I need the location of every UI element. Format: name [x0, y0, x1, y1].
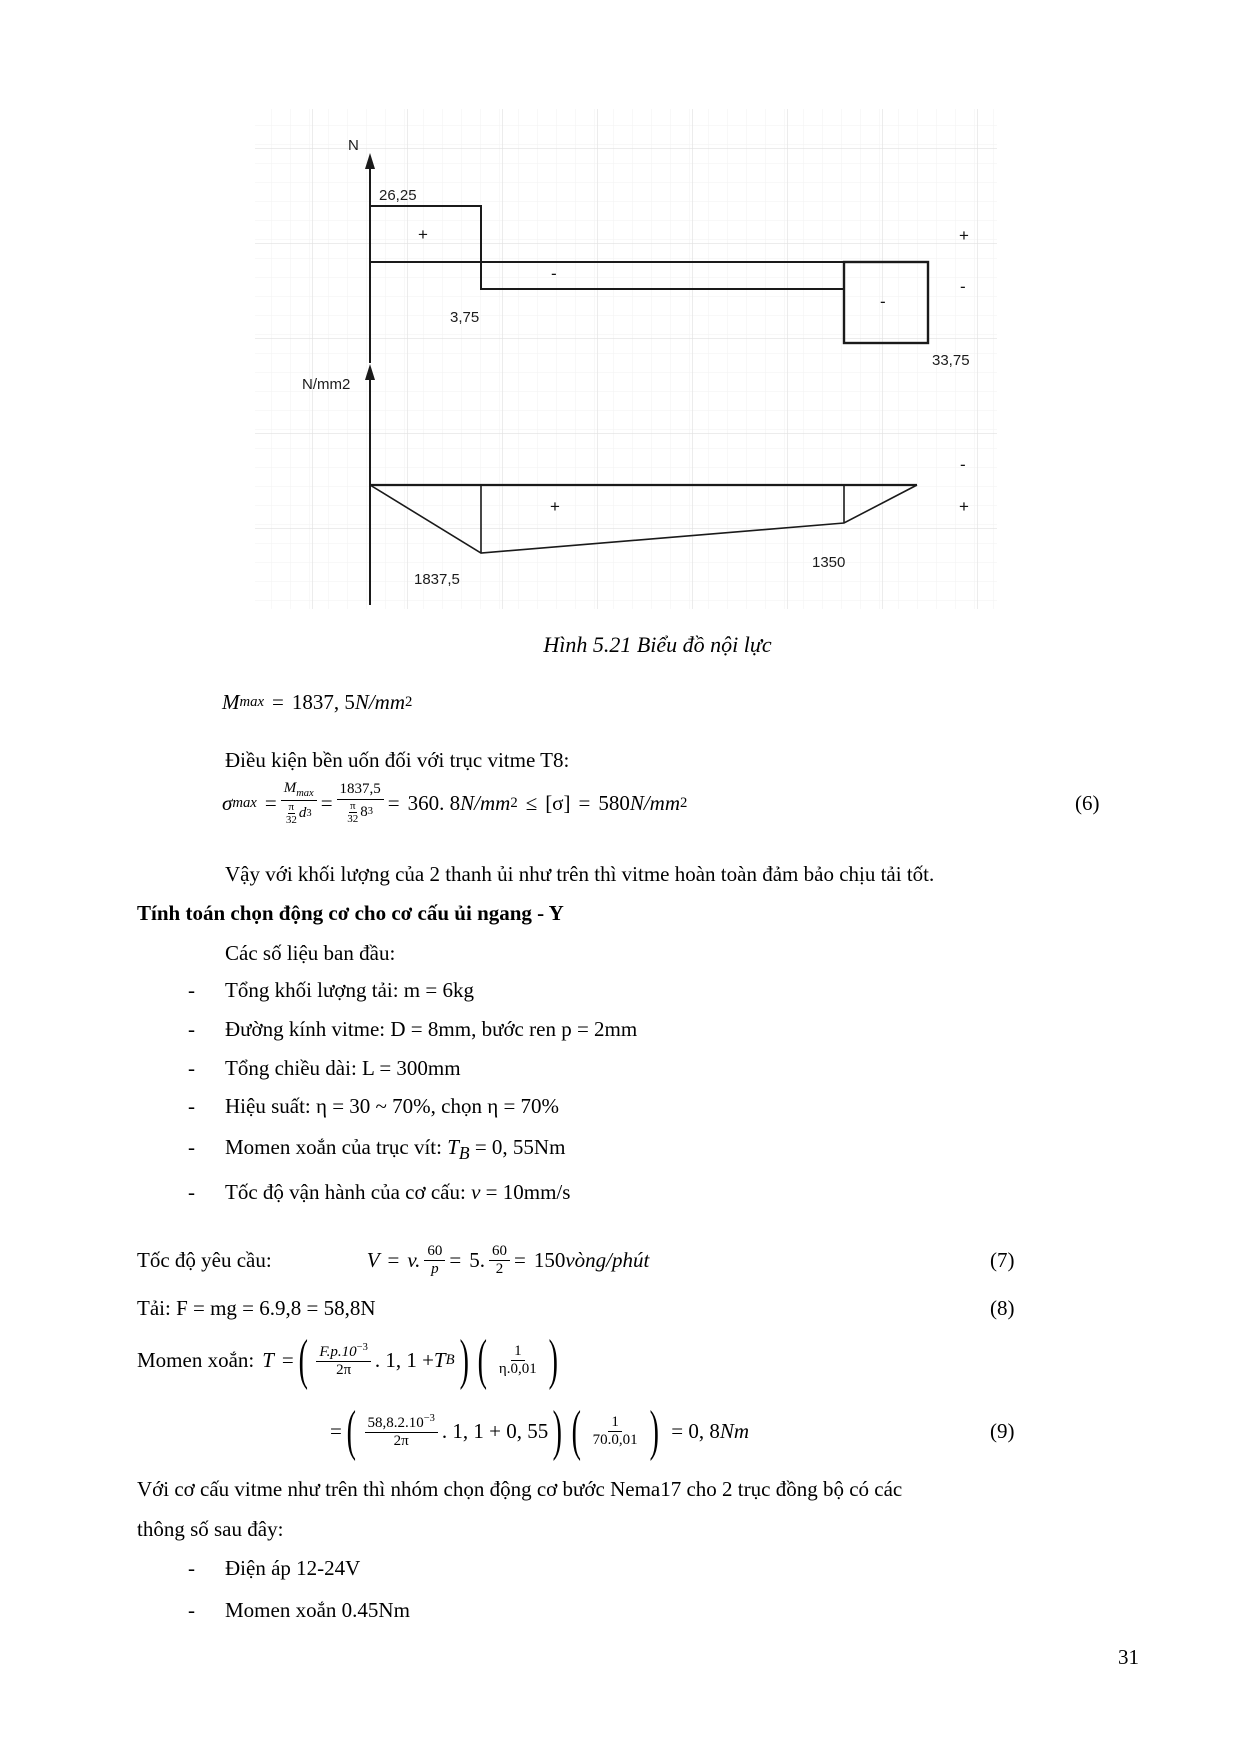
n-minus-sign-deep: -	[880, 292, 886, 311]
stress-value-1837-5: 1837,5	[414, 571, 460, 588]
page-number: 31	[1118, 1645, 1139, 1669]
list-item: - Hiệu suất: η = 30 ~ 70%, chọn η = 70%	[137, 1094, 559, 1119]
right-paren: )	[459, 1329, 469, 1391]
right-paren: )	[649, 1400, 659, 1462]
equation-mmax: M max = 1837, 5 N/mm 2	[222, 690, 413, 714]
fraction: $\frac{58,8.2.10^{-3}}{2\pi}$	[365, 1413, 438, 1451]
equation-sigma: σ max = $M_{max}$ π 32 d 3 = 1837,5 π 32 8 3 = 360. 8 N/mm 2 ≤ [σ] = 580 N/mm 2 (6)	[222, 780, 1100, 827]
list-item: - Điện áp 12-24V	[137, 1556, 360, 1581]
bullet-dash: -	[188, 1598, 195, 1622]
left-paren: (	[571, 1400, 581, 1462]
fraction: $\frac{1}{\eta.0,01}$	[498, 1343, 537, 1378]
list-item: - Đường kính vitme: D = 8mm, bước ren p = 2mm	[137, 1017, 637, 1042]
equation-speed: Tốc độ yêu cầu: V = v. $\frac{60}{p}$ = 5. $\frac{60}{2}$ = 150 vòng/phút (7)	[137, 1243, 1015, 1278]
list-item: - Momen xoắn của trục vít: $T_B = 0$, 55Nm	[137, 1135, 565, 1164]
equation-load: Tải: F = mg = 6.9,8 = 58,8N (8)	[137, 1296, 1015, 1320]
figure-caption: Hình 5.21 Biểu đồ nội lực	[543, 632, 772, 657]
n-value-33-75: 33,75	[932, 352, 970, 369]
bullet-dash: -	[188, 1094, 195, 1118]
fraction: $M_{max}$ π 32 d 3	[281, 780, 317, 826]
n-axis-label: N	[348, 137, 359, 154]
condition-paragraph: Điều kiện bền uốn đối với trục vitme T8:	[225, 748, 570, 772]
fraction: $\frac{60}{2}$	[489, 1243, 510, 1279]
bullet-dash: -	[188, 1056, 195, 1080]
right-paren: )	[548, 1329, 558, 1391]
n-legend-plus: +	[959, 226, 969, 245]
left-paren: (	[477, 1329, 488, 1391]
motor-intro-line-2: thông số sau đây:	[137, 1517, 284, 1541]
list-item: - Tổng chiều dài: L = 300mm	[137, 1056, 461, 1081]
list-item: - Momen xoắn 0.45Nm	[137, 1598, 410, 1623]
left-paren: (	[346, 1400, 356, 1462]
bullet-dash: -	[188, 1556, 195, 1580]
motor-intro-line-1: Với cơ cấu vitme như trên thì nhóm chọn động cơ bước Nema17 cho 2 trục đồng bộ có các	[137, 1477, 903, 1501]
equation-number-9: (9)	[990, 1419, 1015, 1444]
fraction: 1837,5 π 32 8 3	[337, 781, 384, 824]
n-value-26-25: 26,25	[379, 187, 417, 204]
stress-legend-minus: -	[960, 455, 966, 474]
fraction: $\frac{F.p.10^{-3}}{2\pi}$	[316, 1342, 370, 1380]
n-minus-sign-mid: -	[551, 264, 557, 283]
bullet-dash: -	[188, 978, 195, 1002]
equation-number-7: (7)	[990, 1248, 1015, 1273]
fraction: $\frac{60}{p}$	[424, 1243, 445, 1279]
bullet-dash: -	[188, 1017, 195, 1041]
section-heading: Tính toán chọn động cơ cho cơ cấu ủi ngang - Y	[137, 901, 564, 925]
intro-paragraph: Các số liệu ban đầu:	[225, 941, 396, 965]
equation-torque-1: Momen xoắn: T = ( $\frac{F.p.10^{-3}}{2\pi}$ . 1, 1 + T B ) ( $\frac{1}{\eta.0,01}$ )	[137, 1329, 558, 1391]
left-paren: (	[298, 1329, 308, 1391]
stress-legend-plus: +	[959, 497, 969, 516]
equation-torque-2: = ( $\frac{58,8.2.10^{-3}}{2\pi}$ . 1, 1 + 0, 55 ) ( $\frac{1}{70.0,01}$ ) = 0, 8 Nm (9)	[330, 1400, 1015, 1462]
list-item: - Tổng khối lượng tải: m = 6kg	[137, 978, 474, 1003]
stress-plus-sign: +	[550, 497, 560, 516]
n-plus-sign: +	[418, 225, 428, 244]
list-item: - Tốc độ vận hành của cơ cấu: v = 10mm/s	[137, 1180, 570, 1205]
right-paren: )	[552, 1400, 563, 1462]
n-value-3-75: 3,75	[450, 309, 480, 326]
stress-value-1350: 1350	[812, 554, 846, 571]
bullet-dash: -	[188, 1180, 195, 1204]
stress-axis-label: N/mm2	[302, 376, 351, 393]
grid-background	[255, 109, 997, 609]
equation-number-8: (8)	[990, 1296, 1015, 1320]
bullet-dash: -	[188, 1135, 195, 1159]
equation-number-6: (6)	[1075, 790, 1100, 815]
conclusion-paragraph: Vậy với khối lượng của 2 thanh ủi như trên thì vitme hoàn toàn đảm bảo chịu tải tốt.	[225, 862, 935, 886]
internal-force-diagram	[252, 106, 1000, 614]
fraction: $\frac{1}{70.0,01}$	[592, 1414, 638, 1449]
n-legend-minus: -	[960, 277, 966, 296]
